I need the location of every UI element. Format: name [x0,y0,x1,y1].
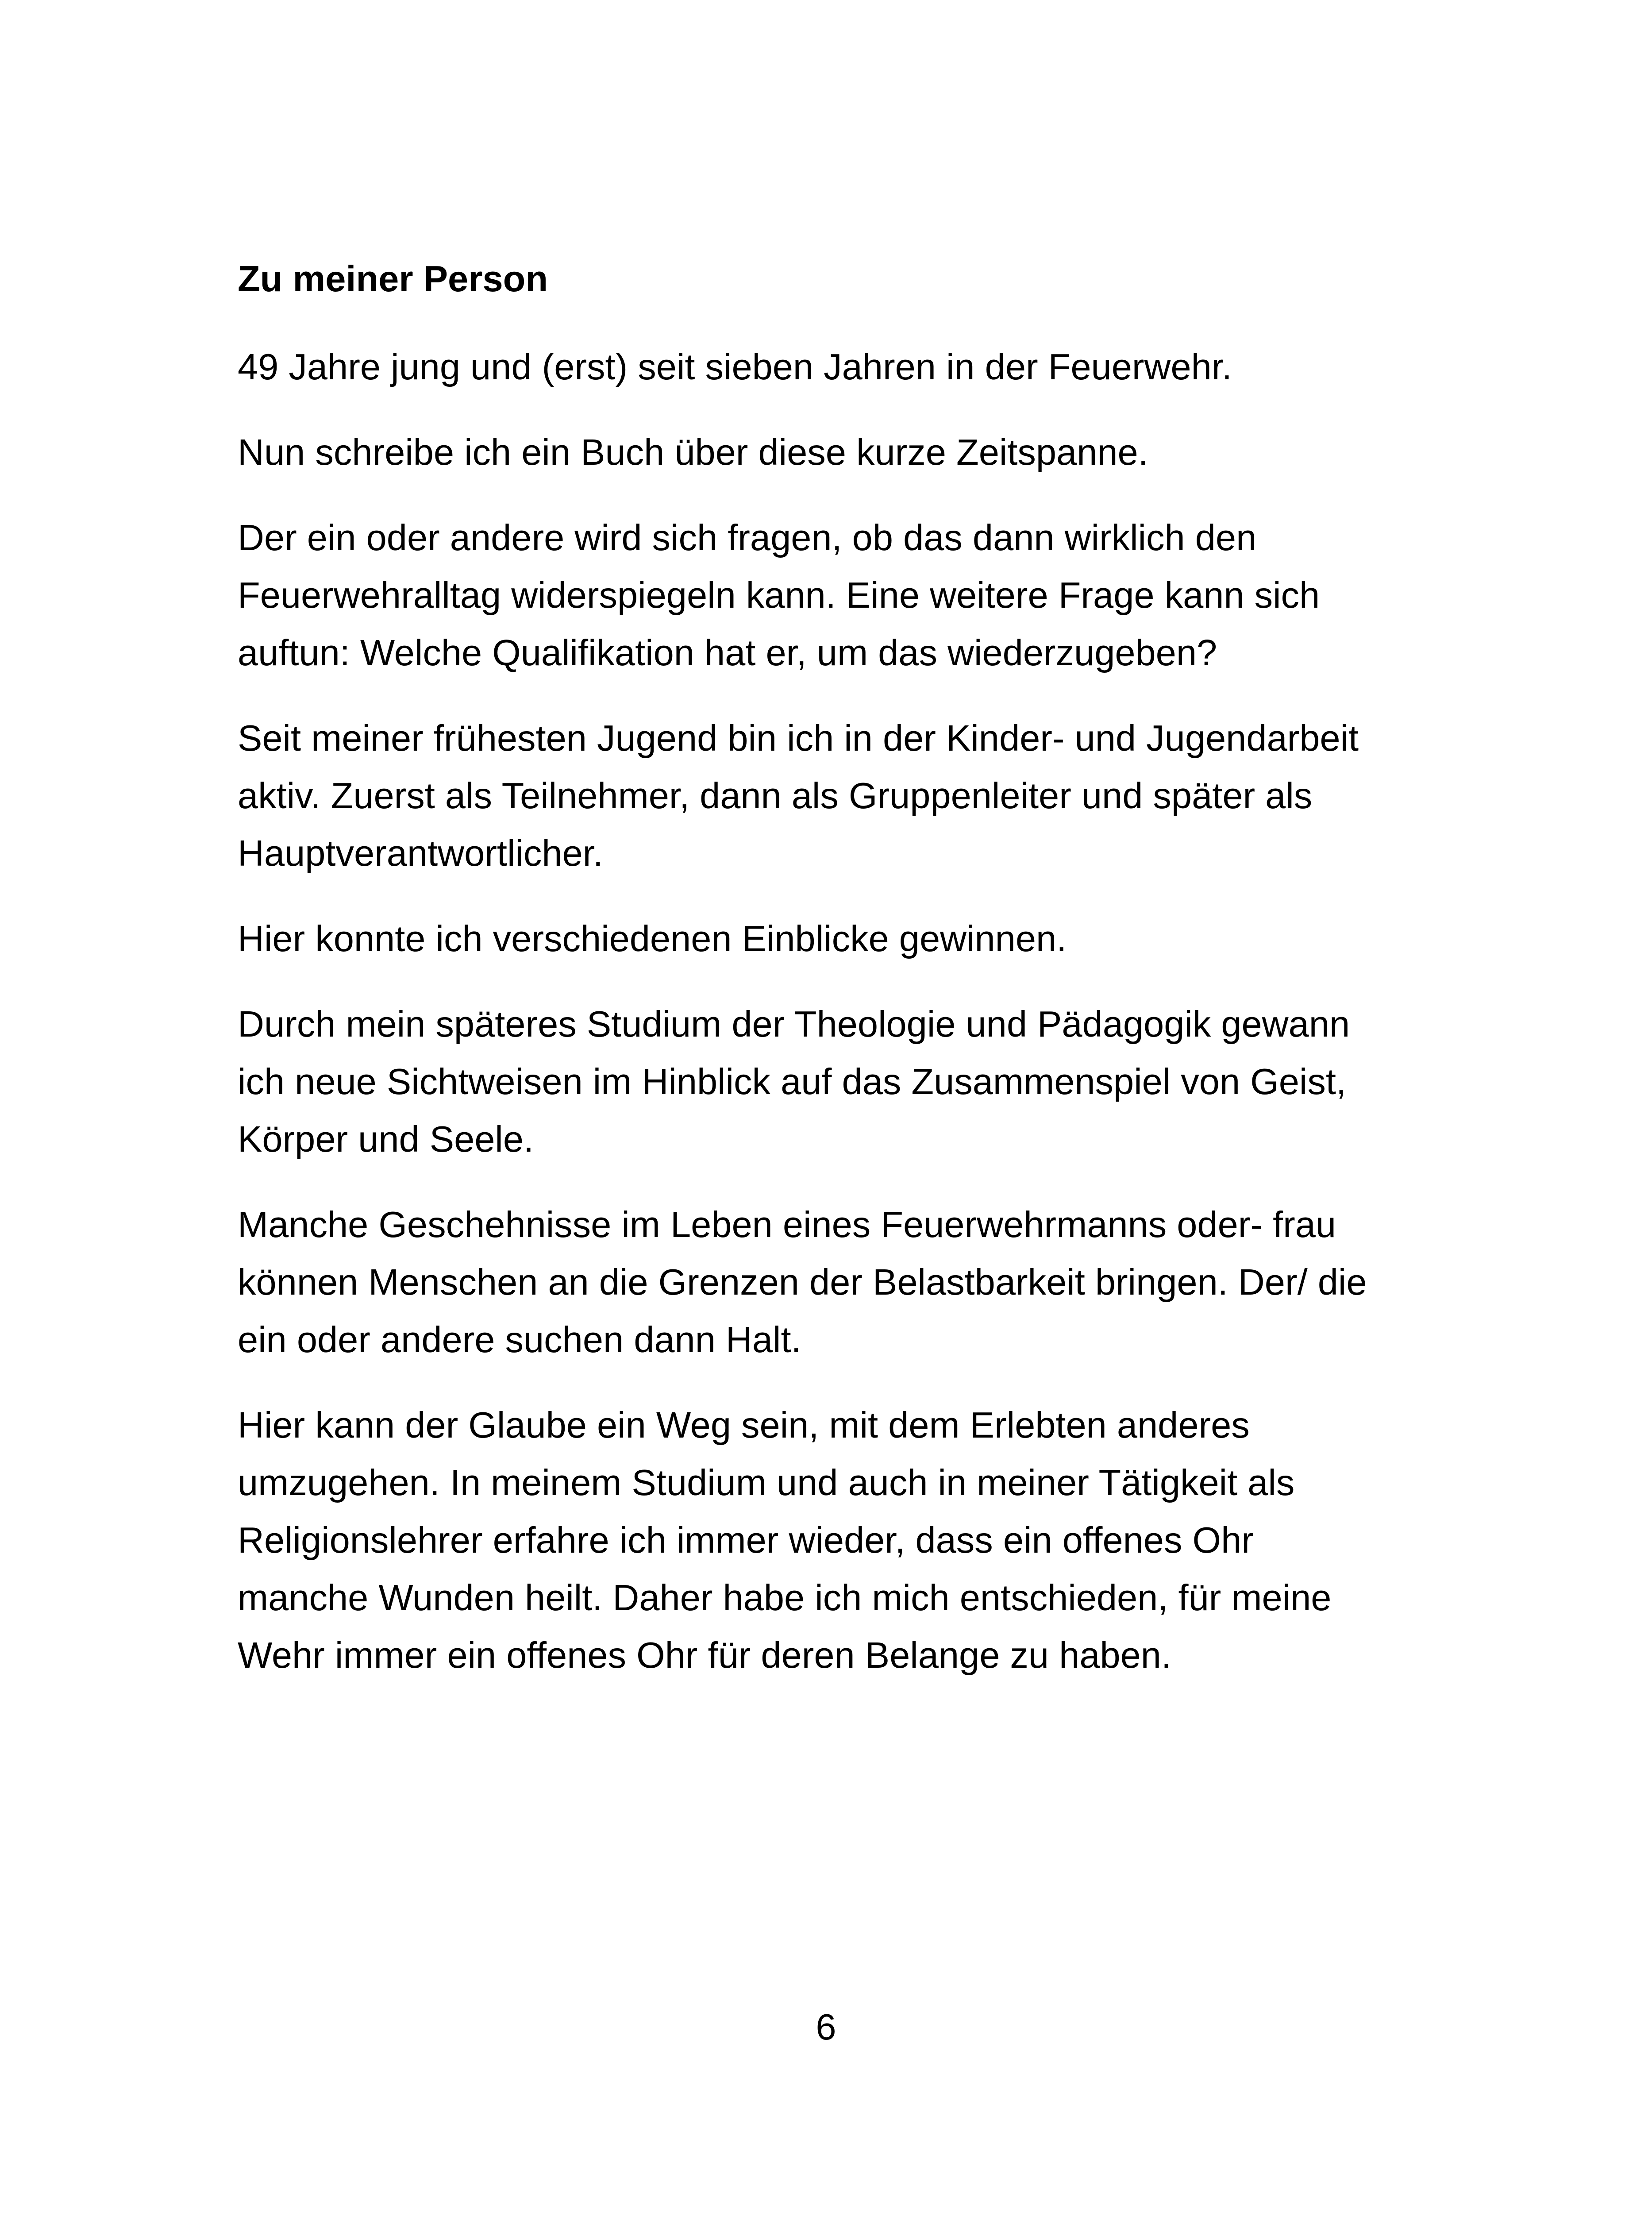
paragraph [238,424,1468,481]
text-line: Hier konnte ich verschiedenen Einblicke gewinnen. [238,918,1067,959]
section-heading: Zu meiner Person [238,258,548,299]
text-line: umzugehen. In meinem Studium und auch in meiner Tätigkeit als [238,1462,1295,1503]
text-line: ein oder andere suchen dann Halt. [238,1319,801,1360]
paragraph [238,1196,1468,1369]
page-number: 6 [816,2006,836,2047]
text-line: 49 Jahre jung und (erst) seit sieben Jahren in der Feuerwehr. [238,346,1232,387]
text-line: auftun: Welche Qualifikation hat er, um das wiederzugeben? [238,632,1217,673]
text-line: Manche Geschehnisse im Leben eines Feuerwehrmanns oder- frau [238,1204,1336,1245]
text-line: ich neue Sichtweisen im Hinblick auf das Zusammenspiel von Geist, [238,1061,1346,1102]
text-line: Nun schreibe ich ein Buch über diese kurze Zeitspanne. [238,432,1148,473]
text-line: Seit meiner frühesten Jugend bin ich in der Kinder- und Jugendarbeit [238,717,1359,759]
paragraph [238,338,1468,396]
paragraph [238,995,1468,1168]
text-line: Hier kann der Glaube ein Weg sein, mit dem Erlebten anderes [238,1404,1250,1446]
paragraph [238,709,1468,882]
text-line: können Menschen an die Grenzen der Belastbarkeit bringen. Der/ die [238,1261,1367,1303]
text-line: Körper und Seele. [238,1118,534,1160]
paragraph-list [238,338,1468,1684]
text-line: Durch mein späteres Studium der Theologie und Pädagogik gewann [238,1003,1350,1045]
paragraph [238,910,1468,968]
text-line: Feuerwehralltag widerspiegeln kann. Eine weitere Frage kann sich [238,574,1320,616]
text-line: manche Wunden heilt. Daher habe ich mich entschieden, für meine [238,1577,1332,1618]
text-line: Hauptverantwortlicher. [238,833,603,874]
paragraph [238,509,1468,682]
text-line: Wehr immer ein offenes Ohr für deren Belange zu haben. [238,1635,1172,1676]
text-line: Religionslehrer erfahre ich immer wieder, dass ein offenes Ohr [238,1519,1254,1561]
paragraph [238,1396,1468,1684]
page-content [238,252,1468,1712]
text-line: aktiv. Zuerst als Teilnehmer, dann als Gruppenleiter und später als [238,775,1313,816]
text-line: Der ein oder andere wird sich fragen, ob das dann wirklich den [238,517,1257,558]
